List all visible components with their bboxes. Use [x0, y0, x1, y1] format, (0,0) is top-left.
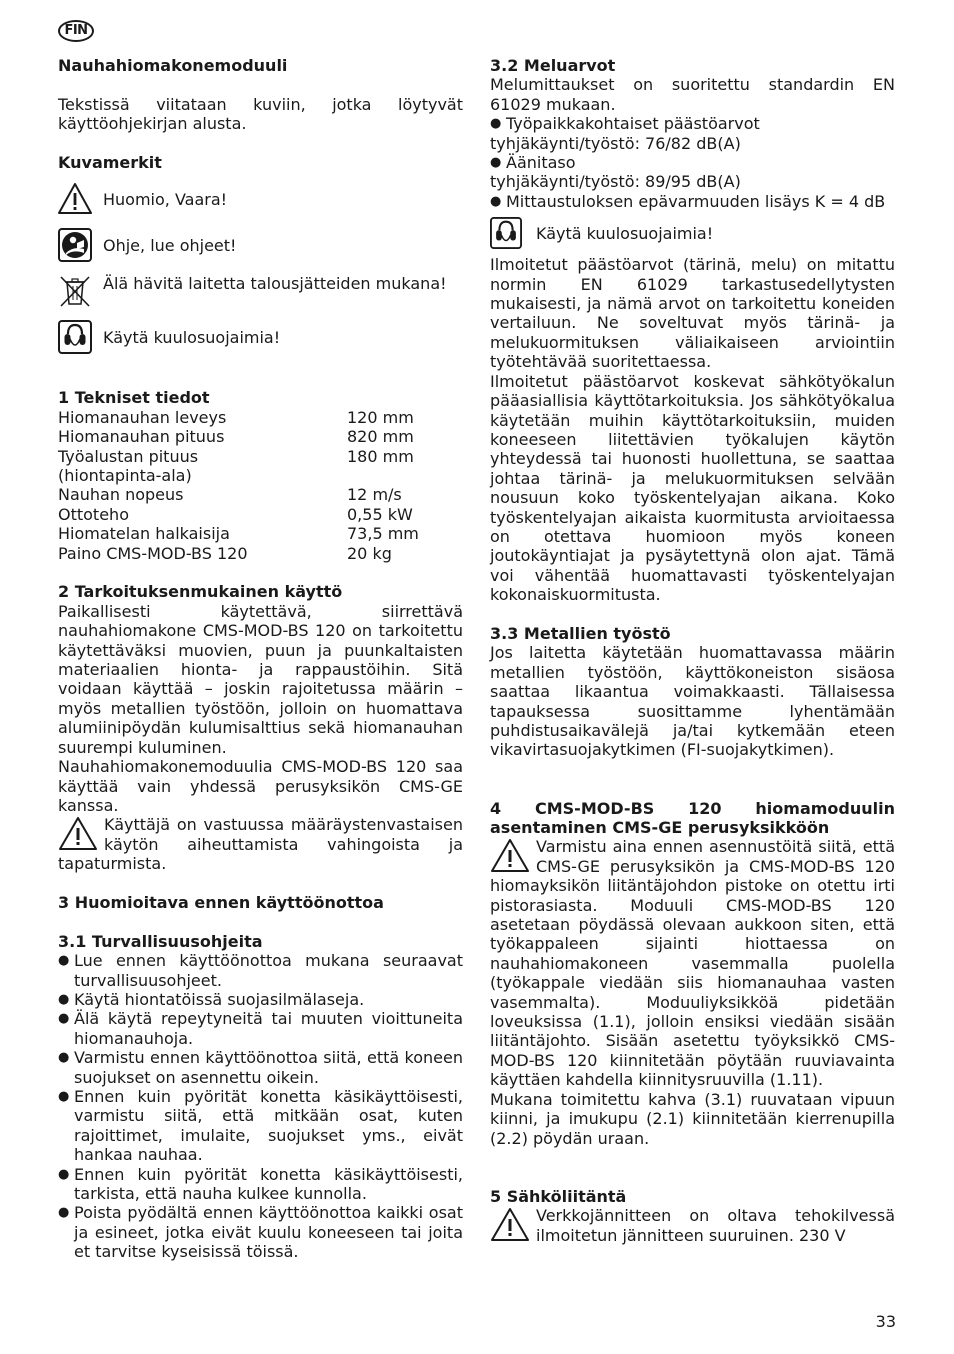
spec-label: Työalustan pituus (hiontapinta-ala): [58, 446, 199, 486]
symbol-row: [58, 228, 463, 262]
spec-value: 73,5 mm: [347, 524, 419, 544]
warning-triangle-icon: [58, 816, 98, 852]
warning-text: Käyttäjä on vastuussa määräystenvastaisen käytön aiheuttamista vahingoista ja tapaturmista.: [58, 815, 463, 874]
symbols-heading: Kuvamerkit: [58, 153, 162, 172]
spec-table: [58, 408, 463, 563]
spec-label: Ottoteho: [58, 504, 129, 524]
spec-label: Hiomatelan halkaisija: [58, 524, 230, 544]
section-5-heading: 5 Sähköliitäntä: [490, 1186, 627, 1206]
section-3-2-heading: 3.2 Meluarvot: [490, 56, 616, 75]
spec-row: [58, 447, 463, 486]
warning-note: [58, 815, 463, 873]
left-column: [58, 56, 463, 1262]
spec-label: Paino CMS-MOD-BS 120: [58, 543, 248, 563]
noise-value-line: tyhjäkäynti/työstö: 89/95 dB(A): [490, 172, 741, 192]
section-2-paragraph: Nauhahiomakonemoduulia CMS-MOD-BS 120 saa käyttää vain yhdessä perusyksikön CMS-GE kanssa.: [58, 757, 463, 815]
spec-row: [58, 408, 463, 427]
page-number: 33: [875, 1312, 896, 1331]
warning-triangle-icon: [490, 838, 530, 874]
right-column: [490, 56, 895, 1245]
noise-paragraph: Ilmoitetut päästöarvot koskevat sähkötyökalun pääasiallisia käyttötarkoituksia. Jos sähkötyökalua käytetään muihin käyttötarkoituksiin, muiden koneeseen liitettävien työkalujen käytön yhteydessä tai huonosti huollettuna, se saattaa johtaa tärinä- ja melukuormituksen selvään nousuun koko työskentelyajan aikana. Koko työskentelyajan aikaista kuormitusta arvioitaessa on otettava huomioon myös koneen joutokäyntiajat ja pysäytettynä olon ajat. Tämä voi vähentää huomattavasti työskentelyajan kokonaiskuormitusta.: [490, 371, 895, 605]
spec-value: 0,55 kW: [347, 504, 413, 524]
spec-value: 180 mm: [347, 446, 414, 466]
symbol-row: [58, 182, 463, 216]
spec-row: [58, 505, 463, 524]
spec-label: Hiomanauhan pituus: [58, 427, 225, 447]
section-3-heading: 3 Huomioitava ennen käyttöönottoa: [58, 892, 384, 912]
crossed-bin-icon: [58, 274, 92, 308]
warning-triangle-icon: [490, 1207, 530, 1243]
spec-label: Hiomanauhan leveys: [58, 407, 227, 427]
section-2-heading: 2 Tarkoituksenmukainen käyttö: [58, 582, 343, 602]
symbol-row: [58, 320, 463, 354]
noise-list: [490, 153, 895, 172]
assembly-paragraph: Mukana toimitettu kahva (3.1) ruuvataan vipuun kiinni, ja imukupu (2.1) kiinnitetään kierrenupilla (2.2) pöydän uraan.: [490, 1089, 895, 1148]
safety-list: [58, 951, 463, 1262]
list-item: ● Mittaustuloksen epävarmuuden lisäys K = 4 dB: [490, 192, 895, 211]
warning-triangle-icon: [58, 182, 92, 216]
spec-row: [58, 544, 463, 563]
intro-text: Tekstissä viitataan kuviin, jotka löytyvät käyttöohjekirjan alusta.: [58, 94, 463, 134]
noise-paragraph: Ilmoitetut päästöarvot (tärinä, melu) on mitattu normin EN 61029 tarkastusedellytysten mukaisesti, ja nämä arvot on tarkoitettu koneiden vertailuun. Ne soveltuvat myös tärinä- ja melukuormituksen väliaikaiseen arviointiin työtehtävää suoritettaessa.: [490, 255, 895, 372]
section-4-heading: 4 CMS-MOD-BS 120 hiomamoduulin asentaminen CMS-GE perusyksikköön: [490, 798, 895, 837]
list-item: ● Työpaikkakohtaiset päästöarvot: [490, 114, 895, 133]
warning-text: Varmistu aina ennen asennustöitä siitä, että CMS-GE perusyksikön ja CMS-MOD-BS 120 hiomayksikön liitäntäjohdon pistoke on otettu irti pistorasiasta. Moduuli CMS-MOD-BS 120 asetetaan pöydässä olevaan aukkoon siten, että työkappaleen sijainti hiottaessa on nauhahiomakoneen vasemmalla puolella (työkappale viedään siis hiomanauhaa vasten vasemmalta). Moduuliyksikköä pidetään loveuksissa (1.1), jolloin ensiksi viedään sisään liitäntäjohto. Sisään asetettu työyksikkö CMS-MOD-BS 120 kiinnitetään pöytään ruuviavainta käyttäen kahdella kiinnitysruuvilla (1.11).: [490, 837, 895, 1090]
spec-value: 820 mm: [347, 427, 414, 447]
symbol-label: Käytä kuulosuojaimia!: [536, 223, 714, 243]
spec-value: 12 m/s: [347, 485, 402, 505]
spec-row: [58, 485, 463, 504]
warning-note: [490, 1206, 895, 1245]
language-badge: FIN: [58, 20, 94, 42]
spec-value: 20 kg: [347, 543, 392, 563]
spec-value: 120 mm: [347, 407, 414, 427]
symbol-label: Älä hävitä laitetta talousjätteiden mukana!: [103, 274, 447, 294]
symbol-label: Huomio, Vaara!: [103, 189, 228, 209]
symbol-row: [58, 274, 463, 308]
list-item: ● Ennen kuin pyörität konetta käsikäyttöisesti, varmistu siitä, että mitkään osat, kuten rajoittimet, imulaite, suojukset yms., eivät hankaa nauhaa.: [58, 1087, 463, 1165]
symbol-label: Ohje, lue ohjeet!: [103, 235, 237, 255]
spec-row: [58, 427, 463, 446]
list-item: ● Äänitaso: [490, 153, 895, 172]
section-3-1-heading: 3.1 Turvallisuusohjeita: [58, 931, 263, 951]
list-item: ● Varmistu ennen käyttöönottoa siitä, että koneen suojukset on asennettu oikein.: [58, 1048, 463, 1087]
spec-row: [58, 524, 463, 543]
noise-value-line: tyhjäkäynti/työstö: 76/82 dB(A): [490, 133, 741, 153]
ear-protection-icon: [490, 217, 522, 249]
list-item: ● Älä käytä repeytyneitä tai muuten vioittuneita hiomanauhoja.: [58, 1009, 463, 1048]
section-3-3-heading: 3.3 Metallien työstö: [490, 623, 671, 643]
spec-label: Nauhan nopeus: [58, 485, 184, 505]
document-title: Nauhahiomakonemoduuli: [58, 56, 288, 75]
noise-list: [490, 114, 895, 133]
section-2-paragraph: Paikallisesti käytettävä, siirrettävä nauhahiomakone CMS-MOD-BS 120 on tarkoitettu käytettäväksi muovien, puun ja puunkaltaisten materiaalien hionta- ja rappaustöihin. Sitä voidaan käyttää – joskin rajoitetussa määrin – myös metallien työstöön, jolloin on huomattava alumiinipöydän kulumisalttius sekä hiomanauhan suurempi kuluminen.: [58, 601, 463, 757]
symbol-row: [490, 217, 895, 249]
list-item: ● Lue ennen käyttöönottoa mukana seuraavat turvallisuusohjeet.: [58, 951, 463, 990]
read-manual-icon: [58, 228, 92, 262]
section-1-heading: 1 Tekniset tiedot: [58, 388, 210, 408]
list-item: ● Poista pyödältä ennen käyttöönottoa kaikki osat ja esineet, jotka eivät kuulu koneeseen tai joita et tarvitse kyseisissä töissä.: [58, 1203, 463, 1261]
warning-note: [490, 837, 895, 1089]
symbol-label: Käytä kuulosuojaimia!: [103, 327, 281, 347]
warning-text: Verkkojännitteen on oltava tehokilvessä ilmoitetun jännitteen suuruinen. 230 V: [536, 1206, 895, 1245]
list-item: ● Käytä hiontatöissä suojasilmälaseja.: [58, 990, 463, 1009]
ear-protection-icon: [58, 320, 92, 354]
noise-intro: Melumittaukset on suoritettu standardin EN 61029 mukaan.: [490, 75, 895, 114]
metal-paragraph: Jos laitetta käytetään huomattavassa määrin metallien työstöön, käyttökoneiston sisäosa saattaa likaantua voimakkaasti. Tällaisessa tapauksessa suosittamme lyhentämään puhdistusaikavälejä ja/tai kytkemään eteen vikavirtasuojakytkimen (FI-suojakytkimen).: [490, 643, 895, 760]
noise-list: [490, 192, 895, 211]
list-item: ● Ennen kuin pyörität konetta käsikäyttöisesti, tarkista, että nauha kulkee kunnolla.: [58, 1165, 463, 1204]
